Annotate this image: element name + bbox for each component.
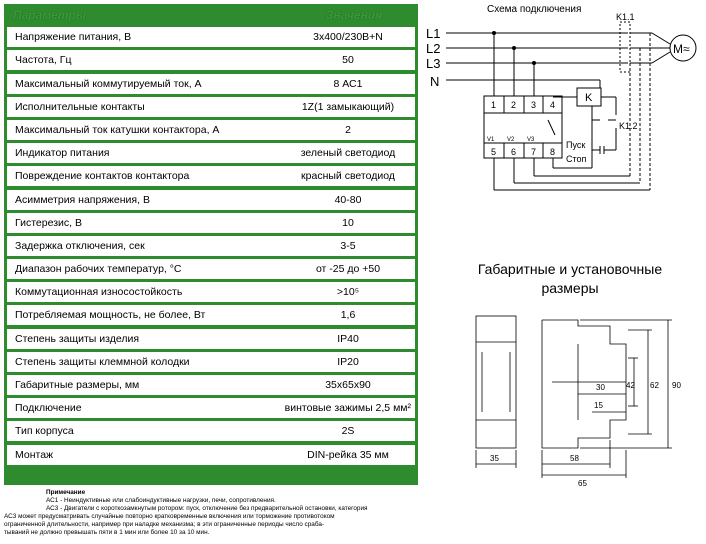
value-cell: >10⁵ [336,286,360,299]
table-row [7,97,415,117]
dim-value: 62 [650,381,659,390]
param-cell: Монтаж [15,448,54,461]
dim-value: 65 [578,479,587,488]
terminal-label: 8 [550,147,556,157]
notes-line: ограниченной длительности, например при наладке механизма; в эти ограниченные периоды число сраба- [4,521,325,528]
terminal-label: 1 [491,100,497,110]
terminal-label: 3 [531,100,537,110]
notes-line: АС3 может предусматривать случайные повторно кратковременные включения или торможение противотоком [4,513,335,520]
param-cell: Напряжение питания, В [15,31,132,44]
dim-value: 58 [570,454,579,463]
table-row [7,421,415,441]
param-cell: Индикатор питания [15,147,110,160]
table-row [7,329,415,349]
scheme-title: Схема подключения [487,4,582,15]
line-label: L1 [426,26,441,41]
inner-label: V3 [527,137,535,143]
value-cell: 2S [341,425,355,438]
table-row [7,166,415,186]
param-cell: Степень защиты изделия [15,332,140,345]
value-cell: IP20 [337,355,359,368]
contactor-label: K1.1 [616,12,635,22]
value-cell: 3-5 [340,239,356,252]
table-row [7,120,415,140]
dim-value: 42 [626,381,635,390]
line-label: L2 [426,41,441,56]
value-cell: от -25 до +50 [315,263,381,276]
dim-value: 30 [596,383,605,392]
notes-title: Примечание [46,489,86,496]
terminal-label: 4 [550,100,556,110]
table-row [7,236,415,256]
value-cell: 10 [342,216,354,229]
value-cell: 35х65х90 [325,379,371,391]
table-row [7,282,415,302]
spec-table [4,4,418,485]
param-cell: Тип корпуса [15,425,74,438]
contact2-label: K1.2 [619,121,638,131]
notes-line: АС1 - Неиндуктивные или слабоиндуктивные нагрузки, печи, сопротивления. [46,497,276,504]
table-row [7,74,415,94]
value-cell: 1,6 [340,309,356,322]
param-cell: Исполнительные контакты [15,100,145,113]
line-label: N [430,74,440,89]
value-cell: 2 [345,123,351,136]
line-label: L3 [426,56,441,71]
table-row [7,143,415,163]
param-cell: Задержка отключения, сек [15,239,145,252]
table-row [7,213,415,233]
value-cell: 40-80 [334,193,362,206]
value-cell: 1Z(1 замыкающий) [301,100,395,113]
param-cell: Подключение [15,402,82,415]
table-row [7,352,415,372]
table-row [7,50,415,70]
motor-label: M≈ [673,42,690,56]
coil-label: K [585,92,593,104]
table-row [7,445,415,465]
value-cell: зеленый светодиод [300,147,396,160]
dim-value: 90 [672,381,681,390]
param-cell: Максимальный коммутируемый ток, А [15,77,202,90]
param-cell: Коммутационная износостойкость [15,286,183,299]
dims-title-line: Габаритные и установочные [477,261,663,277]
value-cell: IP40 [337,332,359,345]
value-cell: 3х400/230В+N [313,31,383,44]
table-row [7,398,415,418]
header-value: Значения [325,8,383,22]
dim-value: 35 [490,454,499,463]
param-cell: Потребляемая мощность, не более, Вт [15,309,206,322]
start-label: Пуск [566,140,586,150]
value-cell: винтовые зажимы 2,5 мм² [284,402,411,415]
header-param: Параметры [13,8,87,22]
stop-label: Стоп [566,154,587,164]
param-cell: Максимальный ток катушки контактора, А [15,123,220,136]
terminal-label: 5 [491,147,497,157]
table-header [7,6,415,24]
inner-label: V2 [507,137,515,143]
notes-line: АС3 - Двигатели с короткозамкнутым ротором: пуск, отключение без предварительной остановки, категория [46,505,368,512]
wiring-diagram [420,0,706,250]
table-row [7,259,415,279]
param-cell: Степень защиты клеммной колодки [15,355,190,368]
param-cell: Диапазон рабочих температур, °С [15,263,182,276]
param-cell: Повреждение контактов контактора [15,170,190,183]
notes-line: тываний не должно превышать пяти в 1 мин или более 10 за 10 мин. [4,529,210,536]
value-cell: 50 [342,54,354,67]
dims-title-line: размеры [541,280,599,296]
terminal-label: 6 [511,147,517,157]
table-row [7,190,415,210]
dims-title [440,260,700,298]
param-cell: Асимметрия напряжения, В [15,193,150,206]
value-cell: красный светодиод [301,170,395,183]
table-row [7,305,415,325]
notes [4,489,424,537]
inner-label: V1 [487,137,495,143]
dim-value: 15 [594,401,603,410]
table-row [7,27,415,47]
terminal-label: 7 [531,147,537,157]
value-cell: DIN-рейка 35 мм [307,448,389,461]
dimensions-drawing [460,300,706,490]
terminal-label: 2 [511,100,517,110]
param-cell: Гистерезис, В [15,216,82,229]
value-cell: 8 АС1 [333,77,363,90]
param-cell: Частота, Гц [15,54,72,67]
table-row [7,375,415,395]
param-cell: Габаритные размеры, мм [15,379,140,391]
